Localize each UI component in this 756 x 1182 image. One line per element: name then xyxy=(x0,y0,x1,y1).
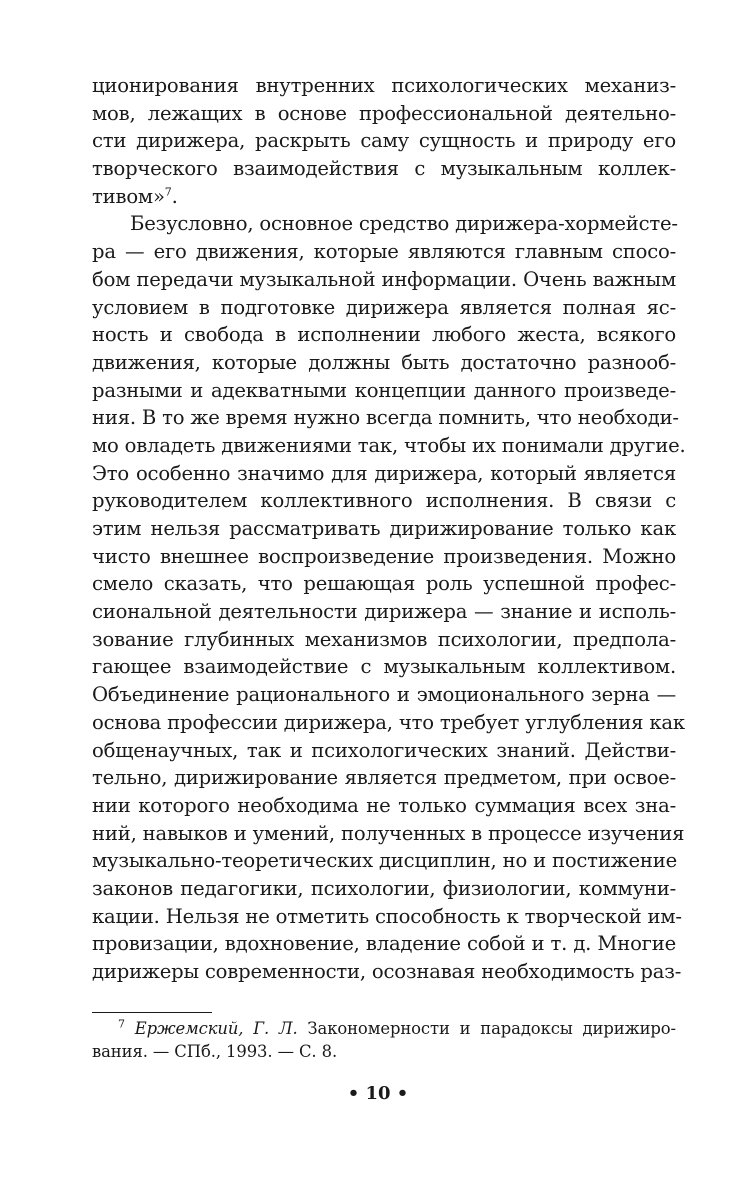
text-line: мов, лежащих в основе профессиональной деятельно- xyxy=(92,101,676,125)
footnote-reference[interactable]: 7 xyxy=(164,185,172,199)
text-line: основа профессии дирижера, что требует углубления как xyxy=(92,710,685,734)
footnote-marker: 7 xyxy=(118,1017,125,1031)
text-line: тивом» xyxy=(92,184,165,208)
text-line: законов педагогики, психологии, физиологии, коммуни- xyxy=(92,876,676,900)
text-line: кации. Нельзя не отметить способность к творческой им- xyxy=(92,904,682,928)
text-line: чисто внешнее воспроизведение произведения. Можно xyxy=(92,544,676,568)
text-line: музыкально-теоретических дисциплин, но и постижение xyxy=(92,849,678,873)
footnote-line: вания. — СПб., 1993. — С. 8. xyxy=(92,1042,338,1061)
paragraph-first-line: Безусловно, основное средство дирижера-хормейсте- xyxy=(130,212,678,236)
text-line: ния. В то же время нужно всегда помнить, что необходи- xyxy=(92,406,679,430)
text-line: Объединение рационального и эмоционального зерна — xyxy=(92,683,676,707)
text-line: разными и адекватными концепции данного произведе- xyxy=(92,378,676,402)
text-line: мо овладеть движениями так, чтобы их понимали другие. xyxy=(92,433,686,457)
text-line: общенаучных, так и психологических знаний. Действи- xyxy=(92,738,676,762)
text-line: нии которого необходима не только суммация всех зна- xyxy=(92,793,676,817)
page-number: • 10 • xyxy=(347,1083,409,1104)
text-line: Это особенно значимо для дирижера, который является xyxy=(92,461,676,485)
text-line: ний, навыков и умений, полученных в процессе изучения xyxy=(92,821,685,845)
text-line: зование глубинных механизмов психологии, предпола- xyxy=(92,627,676,651)
text-line: ра — его движения, которые являются главным спосо- xyxy=(92,240,676,264)
text-line: провизации, вдохновение, владение собой и т. д. Многие xyxy=(92,932,676,956)
text-line: смело сказать, что решающая роль успешной профес- xyxy=(92,572,676,596)
footnote-author: Ержемский, Г. Л. xyxy=(134,1019,298,1038)
footnote-divider xyxy=(92,1012,212,1013)
text-line: этим нельзя рассматривать дирижирование только как xyxy=(92,517,676,540)
text-line: условием в подготовке дирижера является полная яс- xyxy=(92,295,676,319)
footnote-title: Закономерности и парадоксы дирижиро- xyxy=(297,1019,676,1038)
footnote xyxy=(92,1017,676,1063)
text-line: дирижеры современности, осознавая необходимость раз- xyxy=(92,960,682,983)
body-text xyxy=(92,72,686,986)
text-line: сиональной деятельности дирижера — знание и исполь- xyxy=(92,600,676,624)
text-line: гающее взаимодействие с музыкальным коллективом. xyxy=(92,655,676,679)
trailing-period: . xyxy=(171,184,178,208)
text-line: движения, которые должны быть достаточно разнооб- xyxy=(92,350,676,374)
text-line: руководителем коллективного исполнения. В связи с xyxy=(92,489,676,513)
text-line: ционирования внутренних психологических механиз- xyxy=(92,74,676,97)
text-line: сти дирижера, раскрыть саму сущность и природу его xyxy=(92,129,676,153)
text-line: творческого взаимодействия с музыкальным коллек- xyxy=(92,157,676,181)
text-line: тельно, дирижирование является предметом, при освое- xyxy=(92,766,676,790)
text-line: ность и свобода в исполнении любого жеста, всякого xyxy=(92,323,676,347)
text-line-with-footnote xyxy=(92,183,676,211)
text-line: бом передачи музыкальной информации. Очень важным xyxy=(92,267,676,291)
footnote-line xyxy=(92,1017,676,1040)
